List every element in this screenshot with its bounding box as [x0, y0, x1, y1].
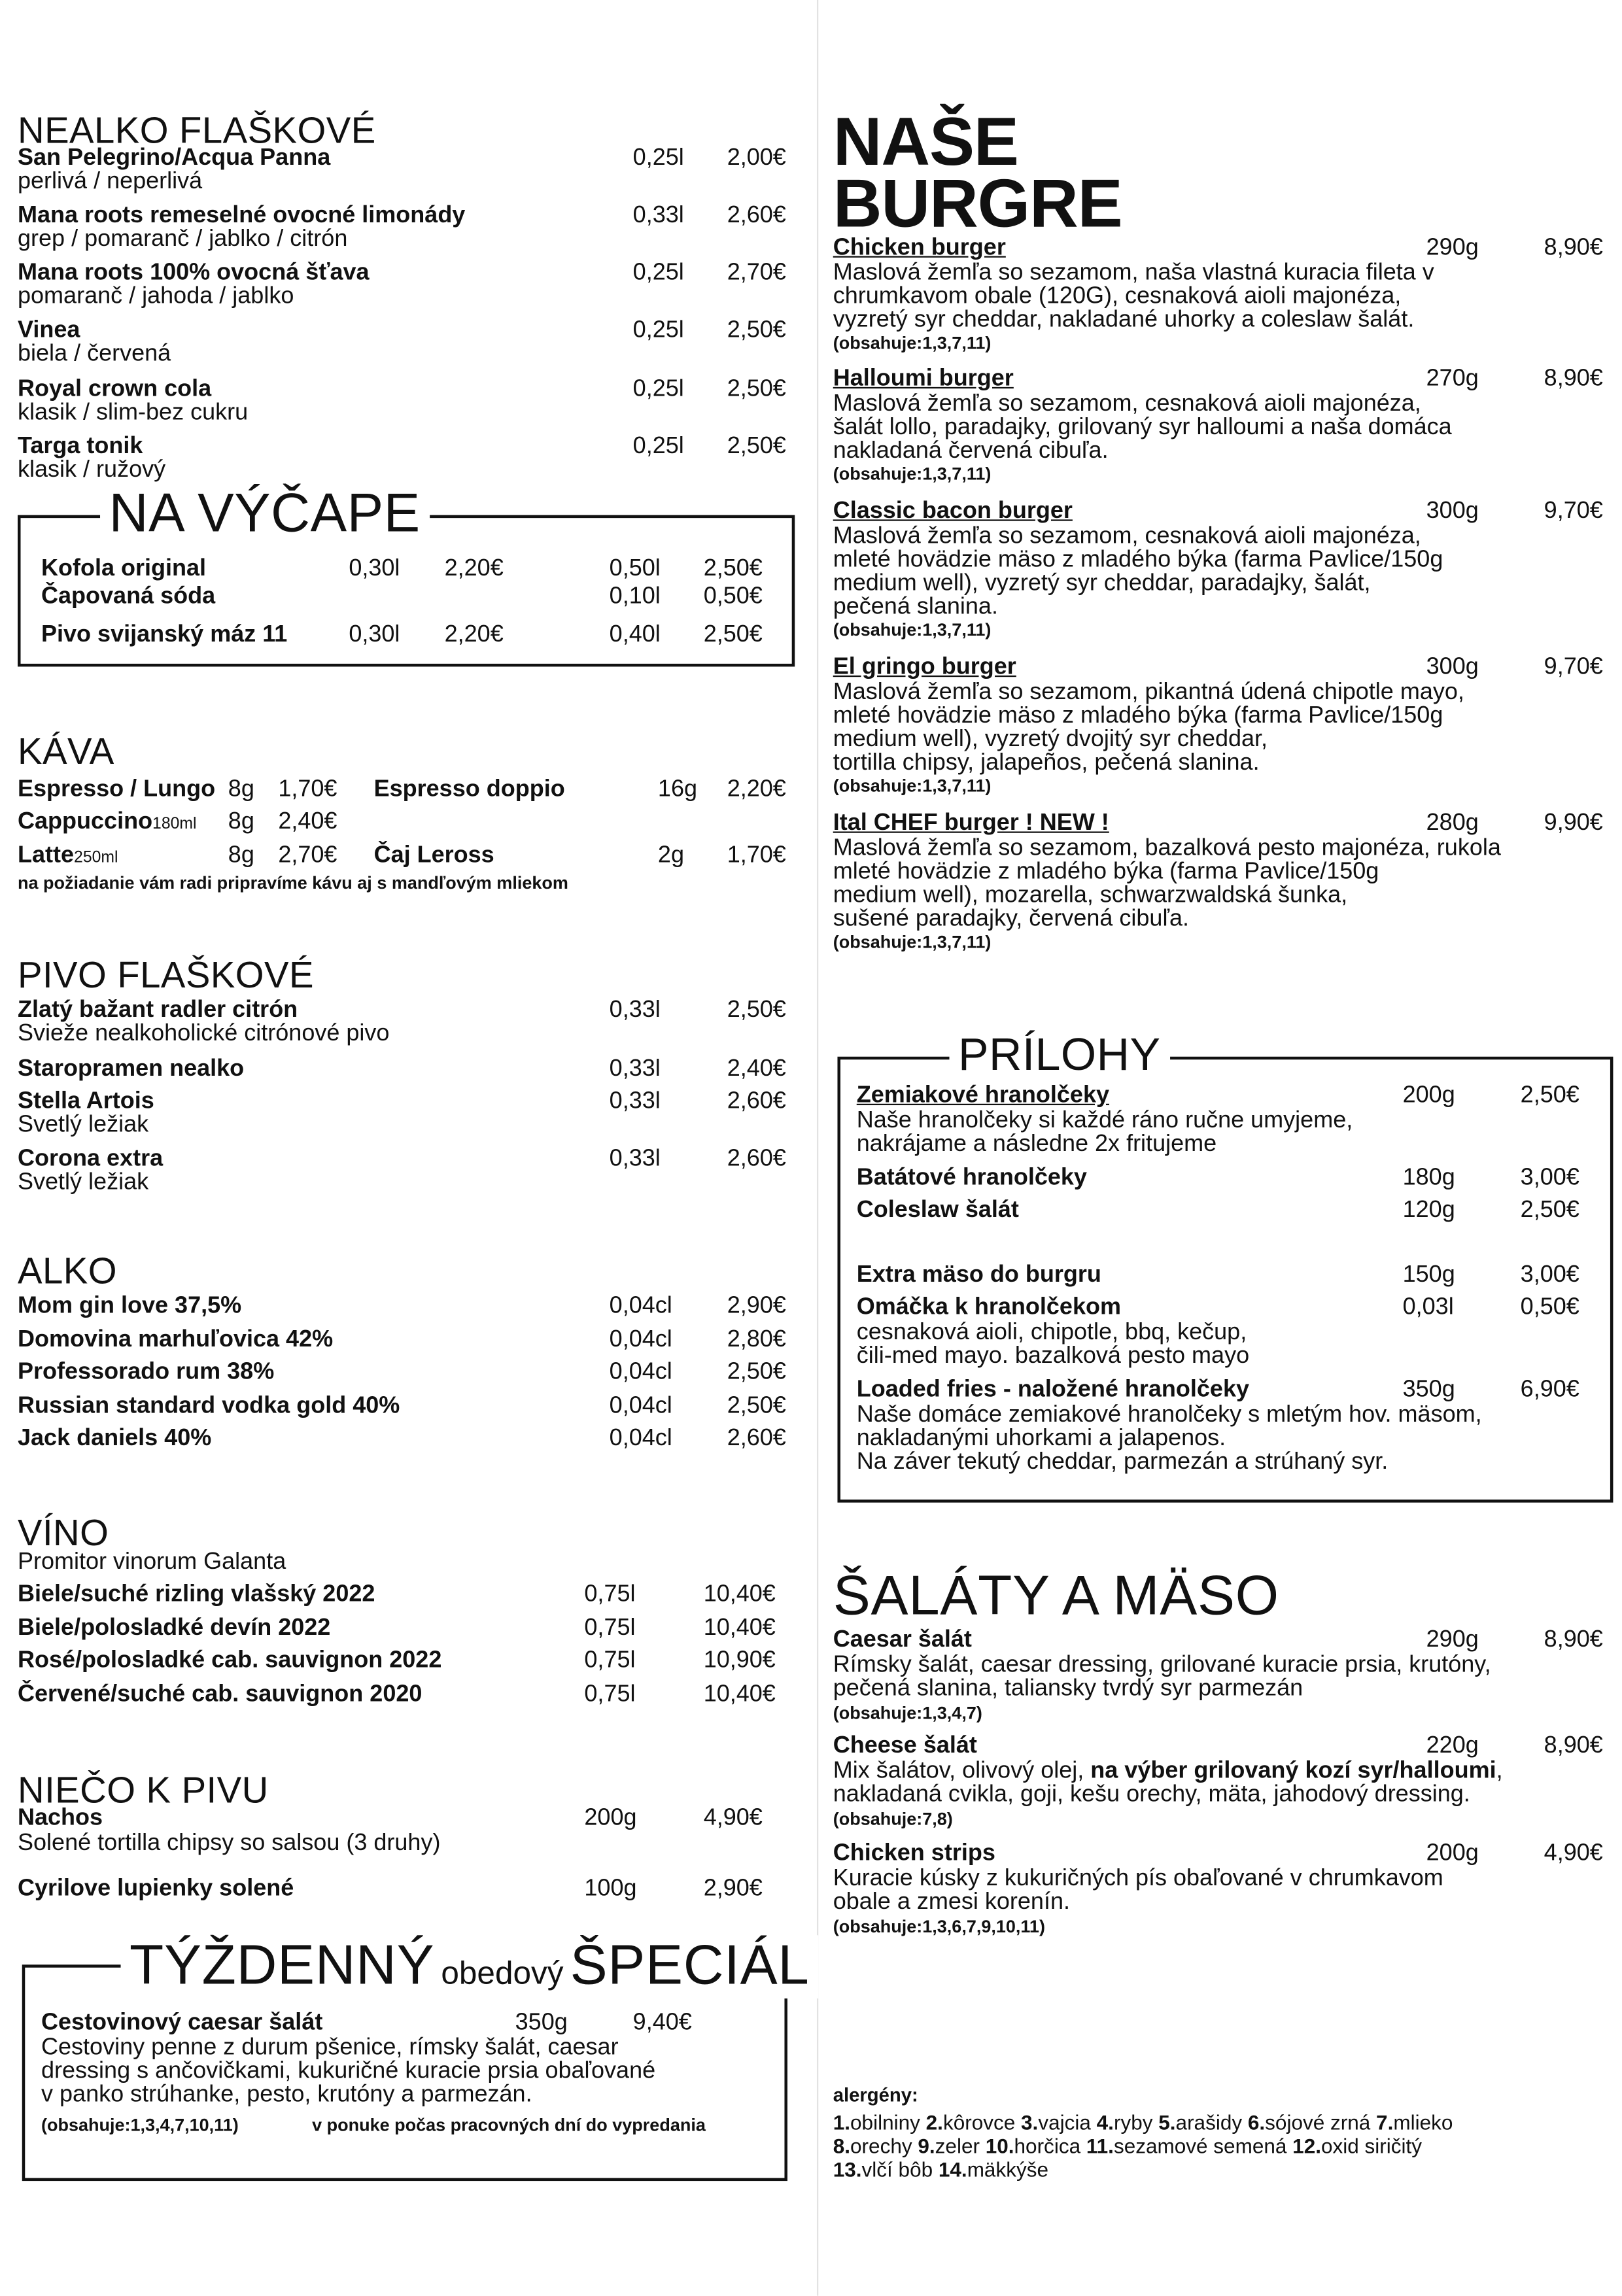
burger-desc-line: vyzretý syr cheddar, nakladané uhorky a coleslaw šalát.: [833, 307, 1415, 333]
vino-item-price: 10,40€: [703, 1615, 776, 1641]
burger-name: El gringo burger: [833, 655, 1016, 680]
pivo-item-price: 2,60€: [727, 1146, 786, 1172]
vino-item-volume: 0,75l: [584, 1582, 636, 1607]
pivo-item-desc: Svetlý ležiak: [18, 1112, 149, 1138]
alergeny-line: [833, 2134, 1422, 2157]
alko-item-volume: 0,04cl: [609, 1393, 672, 1418]
alergen-label: kôrovce: [942, 2110, 1022, 2134]
nachos-name: Nachos: [18, 1806, 103, 1831]
alko-item-price: 2,50€: [727, 1360, 786, 1385]
loaded-price: 6,90€: [1520, 1377, 1579, 1403]
vino-item-name: Biele/suché rizling vlašský 2022: [18, 1582, 375, 1607]
alergen-number: 11.: [1086, 2134, 1114, 2158]
strips-name: Chicken strips: [833, 1841, 995, 1866]
nealko-item-desc: pomaranč / jahoda / jablko: [18, 284, 294, 309]
pivo-item-name: Corona extra: [18, 1146, 164, 1172]
alko-item-volume: 0,04cl: [609, 1294, 672, 1319]
extra-weight: 150g: [1402, 1262, 1455, 1288]
alergen-number: 9.: [918, 2134, 935, 2158]
nealko-item-desc: perlivá / neperlivá: [18, 169, 203, 195]
prilohy-title: PRÍLOHY: [950, 1027, 1169, 1084]
nealko-item-desc: klasik / ružový: [18, 457, 166, 483]
omacka-name: Omáčka k hranolčekom: [856, 1295, 1121, 1320]
nealko-item-price: 2,00€: [727, 145, 786, 171]
doppio-weight: 16g: [657, 777, 698, 802]
loaded-name: Loaded fries - naložené hranolčeky: [856, 1377, 1250, 1403]
burger-name: Halloumi burger: [833, 366, 1014, 392]
alko-item-volume: 0,04cl: [609, 1326, 672, 1352]
alko-item-price: 2,60€: [727, 1426, 786, 1451]
espresso-weight: 8g: [228, 777, 254, 802]
lupienky-weight: 100g: [584, 1876, 637, 1902]
alergen-label: ryby: [1113, 2110, 1159, 2134]
omacka-desc-2: čili-med mayo. bazalková pesto mayo: [856, 1343, 1250, 1369]
nachos-weight: 200g: [584, 1806, 637, 1831]
nealko-item-price: 2,50€: [727, 434, 786, 460]
fries-desc-2: nakrájame a následne 2x fritujeme: [856, 1131, 1217, 1157]
alergeny-title: alergény:: [833, 2083, 918, 2106]
alergeny-line: [833, 2157, 1048, 2181]
caesar-desc-2: pečená slanina, taliansky tvrdý syr parmezán: [833, 1676, 1303, 1702]
alergen-number: 2.: [925, 2110, 943, 2134]
cappuccino-price: 2,40€: [278, 809, 337, 834]
latte-name: Latte250ml: [18, 843, 118, 868]
burger-price: 9,70€: [1544, 655, 1603, 680]
vino-item-name: Červené/suché cab. sauvignon 2020: [18, 1681, 423, 1707]
vino-item-name: Biele/polosladké devín 2022: [18, 1615, 331, 1641]
vycap-item-name: Čapovaná sóda: [41, 584, 216, 609]
alko-item-name: Jack daniels 40%: [18, 1426, 212, 1451]
nealko-item-price: 2,50€: [727, 377, 786, 402]
burger-allergens: (obsahuje:1,3,7,11): [833, 619, 992, 640]
caj-name: Čaj Leross: [373, 843, 494, 868]
burger-allergens: (obsahuje:1,3,7,11): [833, 332, 992, 354]
nealko-item-volume: 0,25l: [632, 145, 684, 171]
latte-weight: 8g: [228, 843, 254, 868]
special-name: Cestovinový caesar šalát: [41, 2010, 323, 2036]
vycap-item-volume-small: 0,30l: [349, 622, 400, 648]
cheese-desc-2: nakladaná cvikla, goji, kešu orechy, mäta, jahodový dressing.: [833, 1782, 1470, 1808]
burger-desc-line: nakladaná červená cibuľa.: [833, 438, 1109, 464]
alko-item-price: 2,80€: [727, 1326, 786, 1352]
batat-weight: 180g: [1402, 1165, 1455, 1191]
nealko-item-volume: 0,33l: [632, 203, 684, 228]
nealko-item-desc: klasik / slim-bez cukru: [18, 400, 249, 426]
fries-name: Zemiakové hranolčeky: [856, 1083, 1109, 1108]
lupienky-price: 2,90€: [703, 1876, 763, 1902]
burger-price: 9,70€: [1544, 498, 1603, 524]
vino-subtitle: Promitor vinorum Galanta: [18, 1549, 286, 1575]
fries-price: 2,50€: [1520, 1083, 1579, 1108]
alergen-number: 8.: [833, 2134, 851, 2158]
caesar-weight: 290g: [1426, 1627, 1479, 1653]
cheese-name: Cheese šalát: [833, 1733, 977, 1759]
burger-desc-line: Maslová žemľa so sezamom, pikantná údená chipotle mayo,: [833, 679, 1464, 705]
loaded-desc-1: Naše domáce zemiakové hranolčeky s mletým hov. mäsom,: [856, 1402, 1482, 1428]
burger-name: Ital CHEF burger ! NEW !: [833, 810, 1109, 836]
coleslaw-name: Coleslaw šalát: [856, 1197, 1019, 1224]
burger-allergens: (obsahuje:1,3,7,11): [833, 775, 992, 797]
burger-weight: 290g: [1426, 235, 1479, 261]
pivu-title: NIEČO K PIVU: [18, 1770, 269, 1812]
caesar-name: Caesar šalát: [833, 1627, 972, 1653]
alergen-label: zeler: [935, 2134, 986, 2158]
special-desc-2: dressing s ančovičkami, kukuričné kuracie prsia obaľované: [41, 2059, 656, 2084]
coleslaw-price: 2,50€: [1520, 1197, 1579, 1224]
cheese-desc-1: Mix šalátov, olivový olej, na výber grilovaný kozí syr/halloumi,: [833, 1758, 1503, 1784]
pivo-item-volume: 0,33l: [609, 1056, 661, 1082]
special-note: v ponuke počas pracovných dní do vypredania: [312, 2114, 706, 2136]
alergen-label: sezamové semená: [1113, 2134, 1293, 2158]
alergen-label: arašidy: [1175, 2110, 1248, 2134]
caesar-allergens: (obsahuje:1,3,4,7): [833, 1702, 982, 1724]
kava-title: KÁVA: [18, 731, 114, 773]
lupienky-name: Cyrilove lupienky solené: [18, 1876, 294, 1902]
special-title: TÝŽDENNÝ obedový ŠPECIÁL: [121, 1935, 819, 1998]
alko-item-volume: 0,04cl: [609, 1360, 672, 1385]
cheese-weight: 220g: [1426, 1733, 1479, 1759]
burger-desc-line: Maslová žemľa so sezamom, cesnaková aioli majonéza,: [833, 391, 1421, 417]
alergen-number: 5.: [1158, 2110, 1176, 2134]
alko-item-name: Domovina marhuľovica 42%: [18, 1326, 334, 1352]
burger-desc-line: medium well), vyzretý syr cheddar, paradajky, šalát,: [833, 571, 1371, 596]
nealko-item-name: San Pelegrino/Acqua Panna: [18, 145, 331, 171]
omacka-price: 0,50€: [1520, 1295, 1579, 1320]
burger-price: 8,90€: [1544, 235, 1603, 261]
nealko-item-name: Mana roots remeselné ovocné limonády: [18, 203, 466, 228]
extra-name: Extra mäso do burgru: [856, 1262, 1101, 1288]
nealko-item-desc: biela / červená: [18, 341, 171, 367]
burger-desc-line: Maslová žemľa so sezamom, bazalková pesto majonéza, rukola: [833, 836, 1501, 861]
nachos-price: 4,90€: [703, 1806, 763, 1831]
burger-desc-line: šalát lollo, paradajky, grilovaný syr halloumi a naša domáca: [833, 415, 1452, 440]
pivo-item-name: Staropramen nealko: [18, 1056, 245, 1082]
vycap-item-price-small: 2,20€: [444, 622, 504, 648]
pivo-item-volume: 0,33l: [609, 1089, 661, 1114]
loaded-weight: 350g: [1402, 1377, 1455, 1403]
vino-item-volume: 0,75l: [584, 1615, 636, 1641]
kava-note: na požiadanie vám radi pripravíme kávu aj s mandľovým mliekom: [18, 872, 568, 893]
alergen-number: 14.: [938, 2157, 967, 2182]
vycap-item-price-large: 0,50€: [703, 584, 763, 609]
burger-allergens: (obsahuje:1,3,7,11): [833, 931, 992, 953]
alergen-number: 4.: [1096, 2110, 1114, 2134]
burger-weight: 270g: [1426, 366, 1479, 392]
burger-desc-line: medium well), mozarella, schwarzwaldská šunka,: [833, 883, 1348, 908]
burger-weight: 300g: [1426, 498, 1479, 524]
alko-item-price: 2,50€: [727, 1393, 786, 1418]
caj-price: 1,70€: [727, 843, 786, 868]
burger-desc-line: mleté hovädzie z mladého býka (farma Pavlice/150g: [833, 859, 1379, 885]
nealko-item-volume: 0,25l: [632, 434, 684, 460]
strips-desc-1: Kuracie kúsky z kukuričných pís obaľované v chrumkavom: [833, 1866, 1443, 1891]
alergen-number: 6.: [1247, 2110, 1266, 2134]
vino-title: VÍNO: [18, 1513, 109, 1554]
vino-item-price: 10,40€: [703, 1582, 776, 1607]
special-desc-1: Cestoviny penne z durum pšenice, rímsky šalát, caesar: [41, 2035, 619, 2061]
nealko-item-desc: grep / pomaranč / jablko / citrón: [18, 226, 348, 252]
pivo-item-price: 2,60€: [727, 1089, 786, 1114]
caesar-price: 8,90€: [1544, 1627, 1603, 1653]
alko-item-name: Mom gin love 37,5%: [18, 1294, 242, 1319]
pivo-item-desc: Svetlý ležiak: [18, 1170, 149, 1195]
burger-desc-line: sušené paradajky, červená cibuľa.: [833, 906, 1189, 932]
cappuccino-name: Cappuccino180ml: [18, 809, 197, 834]
batat-name: Batátové hranolčeky: [856, 1165, 1087, 1191]
pivo-title: PIVO FLAŠKOVÉ: [18, 955, 315, 997]
alergen-number: 12.: [1292, 2134, 1321, 2158]
nealko-item-price: 2,60€: [727, 203, 786, 228]
strips-weight: 200g: [1426, 1841, 1479, 1866]
fries-desc-1: Naše hranolčeky si každé ráno ručne umyjeme,: [856, 1108, 1353, 1133]
pivo-item-name: Zlatý bažant radler citrón: [18, 997, 298, 1023]
alergen-number: 3.: [1021, 2110, 1039, 2134]
alko-item-volume: 0,04cl: [609, 1426, 672, 1451]
omacka-desc-1: cesnaková aioli, chipotle, bbq, kečup,: [856, 1320, 1247, 1345]
cheese-price: 8,90€: [1544, 1733, 1603, 1759]
doppio-name: Espresso doppio: [373, 777, 565, 802]
alergeny-line: [833, 2110, 1453, 2134]
alko-item-name: Russian standard vodka gold 40%: [18, 1393, 400, 1418]
loaded-desc-3: Na záver tekutý cheddar, parmezán a strúhaný syr.: [856, 1449, 1389, 1475]
pivo-item-name: Stella Artois: [18, 1089, 154, 1114]
vycap-title: NA VÝČAPE: [100, 486, 429, 542]
burger-desc-line: Maslová žemľa so sezamom, cesnaková aioli majonéza,: [833, 524, 1421, 549]
nealko-item-name: Royal crown cola: [18, 377, 212, 402]
nachos-desc: Solené tortilla chipsy so salsou (3 druhy): [18, 1830, 441, 1856]
vycap-item-volume-large: 0,40l: [609, 622, 661, 648]
alergen-label: obilniny: [850, 2110, 926, 2134]
caesar-desc-1: Rímsky šalát, caesar dressing, grilované kuracie prsia, krutóny,: [833, 1653, 1491, 1678]
vino-item-name: Rosé/polosladké cab. sauvignon 2022: [18, 1648, 442, 1673]
alergen-label: sójové zrná: [1265, 2110, 1377, 2134]
vycap-item-volume-large: 0,50l: [609, 556, 661, 581]
strips-price: 4,90€: [1544, 1841, 1603, 1866]
pivo-item-volume: 0,33l: [609, 1146, 661, 1172]
vino-item-price: 10,40€: [703, 1681, 776, 1707]
burger-weight: 280g: [1426, 810, 1479, 836]
extra-price: 3,00€: [1520, 1262, 1579, 1288]
special-desc-3: v panko strúhanke, pesto, krutóny a parmezán.: [41, 2082, 532, 2108]
pivo-item-price: 2,40€: [727, 1056, 786, 1082]
salaty-title: ŠALÁTY A MÄSO: [833, 1566, 1279, 1628]
burger-price: 8,90€: [1544, 366, 1603, 392]
special-price: 9,40€: [632, 2010, 692, 2036]
batat-price: 3,00€: [1520, 1165, 1579, 1191]
pivo-item-price: 2,50€: [727, 997, 786, 1023]
burger-weight: 300g: [1426, 655, 1479, 680]
alergen-label: orechy: [850, 2134, 918, 2158]
burger-desc-line: mleté hovädzie mäso z mladého býka (farma Pavlice/150g: [833, 703, 1443, 728]
vino-item-price: 10,90€: [703, 1648, 776, 1673]
latte-price: 2,70€: [278, 843, 337, 868]
vycap-item-price-large: 2,50€: [703, 622, 763, 648]
pivo-item-desc: Svieže nealkoholické citrónové pivo: [18, 1021, 390, 1047]
espresso-price: 1,70€: [278, 777, 337, 802]
burger-desc-line: tortilla chipsy, jalapeños, pečená slanina.: [833, 750, 1260, 776]
loaded-desc-2: nakladanými uhorkami a jalapenos.: [856, 1426, 1226, 1451]
special-allergens: (obsahuje:1,3,4,7,10,11): [41, 2114, 239, 2136]
alergen-label: mlieko: [1393, 2110, 1453, 2134]
alergen-label: vlčí bôb: [861, 2157, 939, 2182]
vycap-item-volume-large: 0,10l: [609, 584, 661, 609]
alergen-number: 10.: [985, 2134, 1014, 2158]
alko-item-name: Professorado rum 38%: [18, 1360, 275, 1385]
nealko-title: NEALKO FLAŠKOVÉ: [18, 110, 376, 152]
alergen-label: vajcia: [1038, 2110, 1097, 2134]
vycap-item-name: Kofola original: [41, 556, 207, 581]
burger-allergens: (obsahuje:1,3,7,11): [833, 463, 992, 485]
pivo-item-volume: 0,33l: [609, 997, 661, 1023]
vycap-item-price-small: 2,20€: [444, 556, 504, 581]
alergen-label: oxid siričitý: [1320, 2134, 1423, 2158]
burger-desc-line: medium well), vyzretý dvojitý syr cheddar,: [833, 727, 1268, 752]
burgre-title-2: BURGRE: [833, 165, 1122, 242]
burger-name: Chicken burger: [833, 235, 1006, 261]
espresso-name: Espresso / Lungo: [18, 777, 216, 802]
coleslaw-weight: 120g: [1402, 1197, 1455, 1224]
vino-item-volume: 0,75l: [584, 1681, 636, 1707]
burger-desc-line: Maslová žemľa so sezamom, naša vlastná kuracia fileta v: [833, 260, 1434, 286]
nealko-item-price: 2,70€: [727, 260, 786, 286]
cheese-allergens: (obsahuje:7,8): [833, 1808, 953, 1830]
burger-desc-line: pečená slanina.: [833, 594, 998, 620]
alergen-number: 7.: [1376, 2110, 1394, 2134]
vino-item-volume: 0,75l: [584, 1648, 636, 1673]
special-weight: 350g: [515, 2010, 568, 2036]
alergen-number: 13.: [833, 2157, 862, 2182]
burger-name: Classic bacon burger: [833, 498, 1073, 524]
nealko-item-volume: 0,25l: [632, 318, 684, 343]
vycap-item-price-large: 2,50€: [703, 556, 763, 581]
burgre-title-1: NAŠE: [833, 103, 1018, 180]
strips-allergens: (obsahuje:1,3,6,7,9,10,11): [833, 1916, 1045, 1937]
alergen-number: 1.: [833, 2110, 851, 2134]
vycap-item-volume-small: 0,30l: [349, 556, 400, 581]
alergen-label: horčica: [1014, 2134, 1086, 2158]
fries-weight: 200g: [1402, 1083, 1455, 1108]
vycap-item-name: Pivo svijanský máz 11: [41, 622, 288, 648]
omacka-weight: 0,03l: [1402, 1295, 1454, 1320]
burger-price: 9,90€: [1544, 810, 1603, 836]
nealko-item-price: 2,50€: [727, 318, 786, 343]
burger-desc-line: chrumkavom obale (120G), cesnaková aioli majonéza,: [833, 284, 1402, 309]
doppio-price: 2,20€: [727, 777, 786, 802]
alko-title: ALKO: [18, 1250, 117, 1292]
caj-weight: 2g: [657, 843, 684, 868]
nealko-item-name: Targa tonik: [18, 434, 143, 460]
burger-desc-line: mleté hovädzie mäso z mladého býka (farma Pavlice/150g: [833, 547, 1443, 573]
nealko-item-volume: 0,25l: [632, 260, 684, 286]
nealko-item-volume: 0,25l: [632, 377, 684, 402]
nealko-item-name: Vinea: [18, 318, 80, 343]
strips-desc-2: obale a zmesi korenín.: [833, 1889, 1071, 1915]
alko-item-price: 2,90€: [727, 1294, 786, 1319]
alergen-label: mäkkýše: [967, 2157, 1048, 2182]
cappuccino-weight: 8g: [228, 809, 254, 834]
nealko-item-name: Mana roots 100% ovocná šťava: [18, 260, 370, 286]
